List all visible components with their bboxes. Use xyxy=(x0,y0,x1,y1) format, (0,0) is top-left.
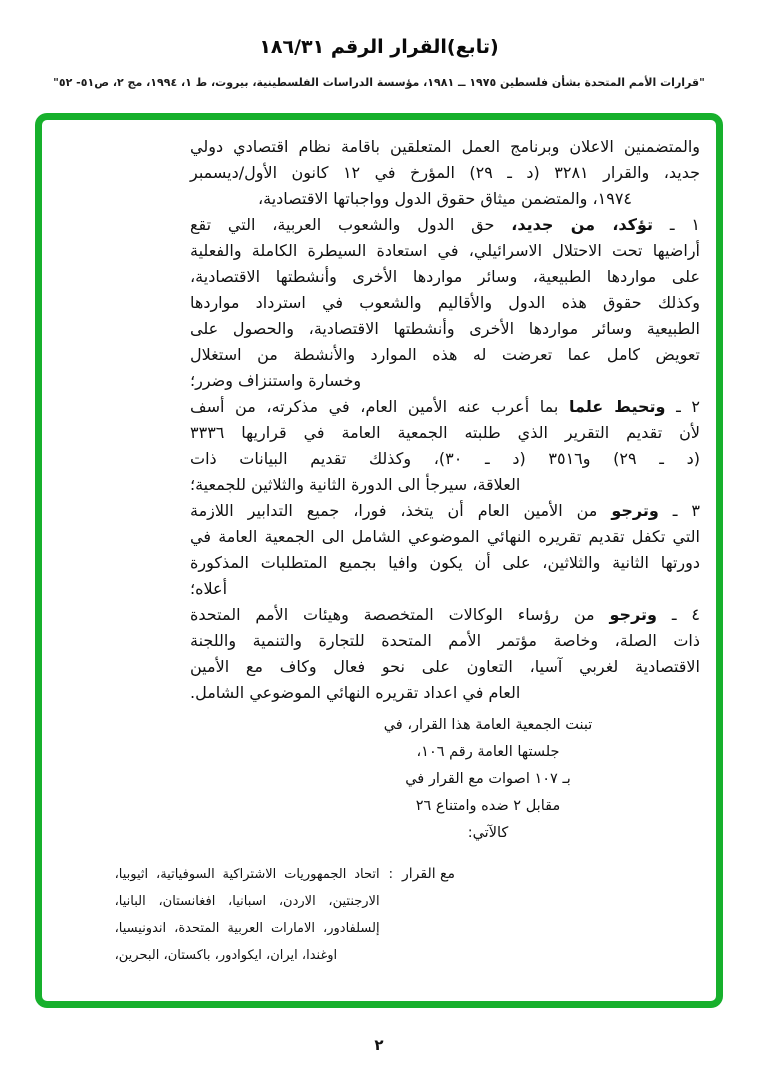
paragraph xyxy=(190,602,700,706)
text-line: (د ـ ٢٩) و٣٥١٦ (د ـ ٣٠)، وكذلك تقديم البيانات ذات xyxy=(190,449,700,468)
country-line: إلسلفادور، الامارات العربية المتحدة، اندونيسيا، xyxy=(114,921,380,936)
vote-colon: : xyxy=(388,867,393,882)
paragraph xyxy=(190,394,700,498)
text-line: وخسارة واستنزاف وضرر؛ xyxy=(190,371,362,390)
text-line: ١٩٧٤، والمتضمن ميثاق حقوق الدول وواجباتها الاقتصادية، xyxy=(257,189,633,208)
text-line: بـ ١٠٧ اصوات مع القرار في xyxy=(405,771,571,787)
text-line: تبنت الجمعية العامة هذا القرار، في xyxy=(383,717,593,733)
text-line: مقابل ٢ ضده وامتناع ٢٦ xyxy=(415,798,561,814)
text-line: الطبيعية وسائر مواردها الأخرى وأنشطتها الاقتصادية، والحصول على xyxy=(190,319,700,338)
text-line: التي تكفل تقديم تقريره النهائي الموضوعي الشامل الى الجمعية العامة في xyxy=(190,527,700,546)
text-line: ٤ ـ وترجو من رؤساء الوكالات المتخصصة وهيئات الأمم المتحدة xyxy=(190,605,701,624)
paragraph xyxy=(190,134,700,212)
text-line: على مواردها الطبيعية، وسائر مواردها الأخرى وأنشطتها الاقتصادية، xyxy=(190,267,700,286)
country-line: اوغندا، ايران، ايكوادور، باكستان، البحرين، xyxy=(114,948,338,963)
page-number: ٢ xyxy=(374,1036,384,1054)
document-frame xyxy=(35,113,723,1008)
text-line: ٣ ـ وترجو من الأمين العام أن يتخذ، فورا، جميع التدابير اللازمة xyxy=(190,501,701,520)
country-line: اتحاد الجمهوريات الاشتراكية السوفياتية، اثيوبيا، xyxy=(114,867,380,882)
text-line: دورتها الثانية والثلاثين، على أن يكون وافيا بجميع المتطلبات المذكورة xyxy=(190,553,700,572)
text-line: جديد، والقرار ٣٢٨١ (د ـ ٢٩) المؤرخ في ١٢ كانون الأول/ديسمبر xyxy=(190,163,701,182)
vote-record xyxy=(42,861,455,969)
text-line: ١ ـ تؤكد، من جديد، حق الدول والشعوب العربية، التي تقع xyxy=(190,215,701,234)
text-line: العلاقة، سيرجأ الى الدورة الثانية والثلاثين للجمعية؛ xyxy=(190,475,521,494)
text-line: ٢ ـ وتحيط علما بما أعرب عنه الأمين العام، في مذكرته، من أسف xyxy=(190,397,701,416)
page-title: (تابع)القرار الرقم ١٨٦/٣١ xyxy=(259,36,499,58)
resolution-text xyxy=(190,134,700,706)
text-line: أعلاه؛ xyxy=(190,579,228,598)
text-line: العام في اعداد تقريره النهائي الموضوعي الشامل. xyxy=(190,683,521,702)
text-line: وكذلك حقوق هذه الدول والأقاليم والشعوب في استرداد مواردها xyxy=(190,293,700,312)
paragraph xyxy=(190,212,700,394)
document-body xyxy=(42,134,716,969)
vote-label: مع القرار xyxy=(401,866,455,882)
text-line: ذات الصلة، وخاصة مؤتمر الأمم المتحدة للتجارة والتنمية واللجنة xyxy=(190,631,700,650)
text-line: أراضيها تحت الاحتلال الاسرائيلي، في استعادة السيطرة الكاملة والفعلية xyxy=(190,241,700,260)
vote-countries xyxy=(115,861,380,969)
text-line: لأن تقديم التقرير الذي طلبته الجمعية العامة في قراريها ٣٣٣٦ xyxy=(190,423,700,442)
adoption-note xyxy=(368,712,608,847)
text-line: والمتضمنين الاعلان وبرنامج العمل المتعلقين باقامة نظام اقتصادي دولي xyxy=(190,137,700,156)
text-line: تعويض كامل عما تعرضت له هذه الموارد والأنشطة من استغلال xyxy=(190,345,700,364)
text-line: الاقتصادية لغربي آسيا، التعاون على نحو فعال وكاف مع الأمين xyxy=(190,657,700,676)
paragraph xyxy=(190,498,700,602)
text-line: جلستها العامة رقم ١٠٦، xyxy=(416,744,560,760)
source-citation: "قرارات الأمم المتحدة بشأن فلسطين ١٩٧٥ ــ ١٩٨١، مؤسسة الدراسات الفلسطينية، بيروت، ط ١، ١٩٩٤، مج ٢، ص٥١- ٥٢" xyxy=(53,76,705,89)
country-line: الارجنتين، الاردن، اسبانيا، افغانستان، البانيا، xyxy=(114,894,380,909)
text-line: كالآتي: xyxy=(467,825,509,841)
